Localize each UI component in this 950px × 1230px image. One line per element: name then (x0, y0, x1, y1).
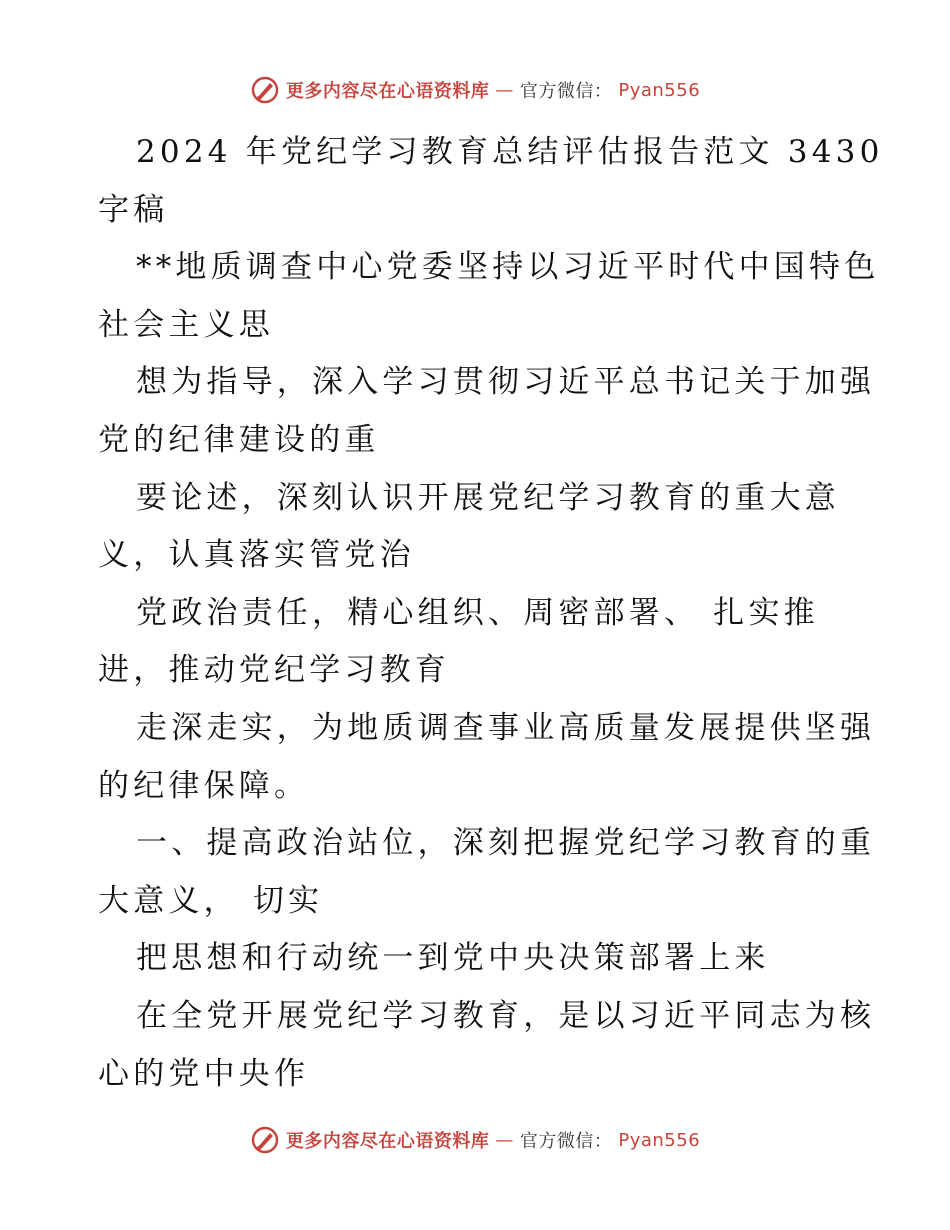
paragraph-line: 社会主义思 (98, 306, 274, 343)
paragraph-line: 的纪律保障。 (98, 767, 310, 804)
title-line-1: 2024 年党纪学习教育总结评估报告范文 3430 (136, 134, 884, 170)
paragraph-line: 走深走实，为地质调查事业高质量发展提供坚强 (136, 709, 876, 746)
pen-logo-icon (250, 75, 280, 105)
header-brand-text: 更多内容尽在心语资料库 (285, 81, 490, 102)
header-wechat-label: 官方微信： (519, 81, 613, 102)
paragraph-line: 义，认真落实管党治 (98, 537, 415, 574)
header-wechat-handle: Pyan556 (618, 79, 701, 101)
paragraph-line: 党政治责任，精心组织、周密部署、 扎实推 (136, 594, 819, 631)
paragraph-line: 在全党开展党纪学习教育，是以习近平同志为核 (136, 997, 876, 1034)
footer-dash: — (495, 1129, 514, 1151)
paragraph-line: **地质调查中心党委坚持以习近平时代中国特色 (136, 249, 880, 286)
footer-brand-text: 更多内容尽在心语资料库 (285, 1131, 490, 1152)
document-body (98, 124, 884, 1103)
paragraph-line: 要论述，深刻认识开展党纪学习教育的重大意 (136, 479, 840, 516)
footer-wechat-handle: Pyan556 (618, 1129, 701, 1151)
paragraph-line: 想为指导，深入学习贯彻习近平总书记关于加强 (136, 364, 876, 401)
footer-banner (0, 1120, 950, 1160)
paragraph-line: 党的纪律建设的重 (98, 421, 380, 458)
paragraph-line: 进，推动党纪学习教育 (98, 652, 450, 689)
footer-wechat-label: 官方微信： (519, 1131, 613, 1152)
paragraph-line: 心的党中央作 (98, 1055, 310, 1092)
section-heading-line: 把思想和行动统一到党中央决策部署上来 (136, 940, 770, 977)
header-banner (0, 70, 950, 110)
pen-logo-icon (250, 1125, 280, 1155)
section-heading-line: 一、提高政治站位，深刻把握党纪学习教育的重 (136, 825, 876, 862)
header-dash: — (495, 79, 514, 101)
title-line-2: 字稿 (98, 191, 169, 228)
section-heading-line: 大意义， 切实 (98, 882, 324, 919)
